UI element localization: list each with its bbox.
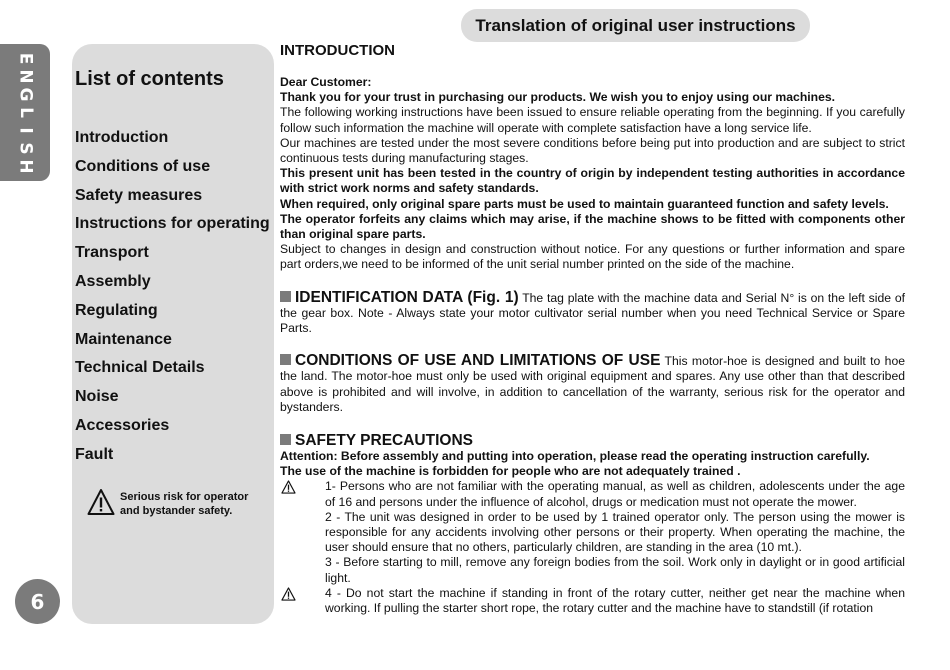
intro-paragraph-1: The following working instructions have been issued to ensure reliable operating from the beginning. If you carefully follow such information the machine will operate with complete satisfaction have a long service life.	[280, 105, 905, 135]
contents-item-maintenance[interactable]: Maintenance	[75, 330, 172, 348]
identification-section	[280, 290, 905, 337]
safety-items-group-2	[280, 586, 905, 616]
warning-triangle-icon	[281, 480, 296, 494]
language-label-letter: H	[15, 159, 36, 174]
contents-panel	[72, 44, 274, 624]
section-bullet-icon	[280, 434, 291, 445]
spare-parts-statement: When required, only original spare parts must be used to maintain guaranteed function and safety levels.	[280, 196, 889, 211]
safety-item-4: 4 - Do not start the machine if standing in front of the rotary cutter, neither get near the machine when working. If pulling the starter short rope, the rotary cutter and the machine have to standstill (if rotation	[325, 585, 905, 616]
identification-title: IDENTIFICATION DATA (Fig. 1)	[295, 288, 519, 306]
contents-item-noise[interactable]: Noise	[75, 388, 119, 406]
warning-triangle-icon	[87, 488, 115, 516]
page-header-title: Translation of original user instructions	[461, 9, 810, 42]
warning-triangle-icon	[281, 587, 296, 601]
safety-item-3: 3 - Before starting to mill, remove any foreign bodies from the soil. Work only in daylight or in good artificial light.	[325, 555, 905, 585]
conditions-text: This motor-hoe is designed and built to hoe the land. The motor-hoe must only be used with original equipment and spares. Any use other than that described above is prohibited and will involve, in addition to cancellation of the warranty, serious risk for the operator and bystanders.	[280, 354, 906, 414]
language-label-letter: G	[15, 87, 36, 102]
contents-item-regulating[interactable]: Regulating	[75, 301, 158, 319]
introduction-heading: INTRODUCTION	[280, 42, 395, 59]
thanks-line: Thank you for your trust in purchasing our products. We wish you to enjoy using our machines.	[280, 90, 836, 105]
identification-text: The tag plate with the machine data and Serial N° is on the left side of the gear box. Note - Always state your motor cultivator serial number when you need Technical Service or Spare Parts.	[280, 290, 905, 336]
conditions-section	[280, 353, 905, 415]
conditions-title: CONDITIONS OF USE AND LIMITATIONS OF USE	[295, 352, 661, 370]
contents-list	[75, 128, 270, 474]
contents-title: List of contents	[75, 68, 224, 90]
safety-warning-note	[87, 488, 270, 518]
safety-attention: Attention: Before assembly and putting into operation, please read the operating instruction carefully.	[280, 449, 870, 464]
safety-title: SAFETY PRECAUTIONS	[295, 432, 473, 450]
language-label-letter: E	[15, 52, 36, 65]
greeting: Dear Customer:	[280, 75, 372, 89]
safety-item-1: 1- Persons who are not familiar with the operating manual, as well as children, adolescents under the age of 16 and persons under the influence of alcohol, drugs or medication must not operate the mower.	[325, 479, 905, 509]
contents-item-transport[interactable]: Transport	[75, 244, 149, 262]
safety-section-heading	[280, 432, 905, 449]
main-content	[280, 41, 905, 616]
language-label-letter: L	[15, 107, 36, 118]
safety-forbidden: The use of the machine is forbidden for people who are not adequately trained .	[280, 464, 741, 479]
contents-item-assembly[interactable]: Assembly	[75, 272, 151, 290]
page-number: 6	[15, 579, 60, 624]
language-label-letter: I	[15, 127, 36, 134]
contents-item-technical-details[interactable]: Technical Details	[75, 359, 205, 377]
language-tab	[0, 44, 50, 181]
section-bullet-icon	[280, 354, 291, 365]
language-label	[12, 50, 38, 175]
safety-warning-text: Serious risk for operator and bystander safety.	[120, 491, 249, 517]
language-label-letter: N	[15, 69, 36, 84]
contents-item-accessories[interactable]: Accessories	[75, 416, 170, 434]
safety-item-2: 2 - The unit was designed in order to be used by 1 trained operator only. The person using the mower is responsible for any accidents involving other persons or their property. When operating the machine, the user should ensure that no others, particularly children, are standing in the area (10 mt.).	[325, 509, 905, 555]
safety-items-group-1	[280, 479, 905, 585]
intro-paragraph-2: Our machines are tested under the most severe conditions before being put into production and are subject to strict continuous tests during manufacturing stages.	[280, 135, 905, 166]
contents-item-safety-measures[interactable]: Safety measures	[75, 186, 203, 204]
intro-paragraph-3: Subject to changes in design and construction without notice. For any questions or further information and spare part orders,we need to be informed of the unit serial number printed on the side of the machine.	[280, 242, 905, 272]
contents-item-fault[interactable]: Fault	[75, 445, 114, 463]
language-label-letter: S	[15, 142, 36, 155]
testing-statement: This present unit has been tested in the country of origin by independent testing authorities in accordance with strict work norms and safety standards.	[280, 166, 905, 196]
contents-item-introduction[interactable]: Introduction	[75, 129, 169, 146]
contents-item-conditions-of-use[interactable]: Conditions of use	[75, 157, 211, 175]
section-bullet-icon	[280, 291, 291, 302]
claims-statement: The operator forfeits any claims which may arise, if the machine shows to be fitted with components other than original spare parts.	[280, 211, 905, 242]
contents-item-instructions-for-operating[interactable]: Instructions for operating	[75, 215, 270, 233]
